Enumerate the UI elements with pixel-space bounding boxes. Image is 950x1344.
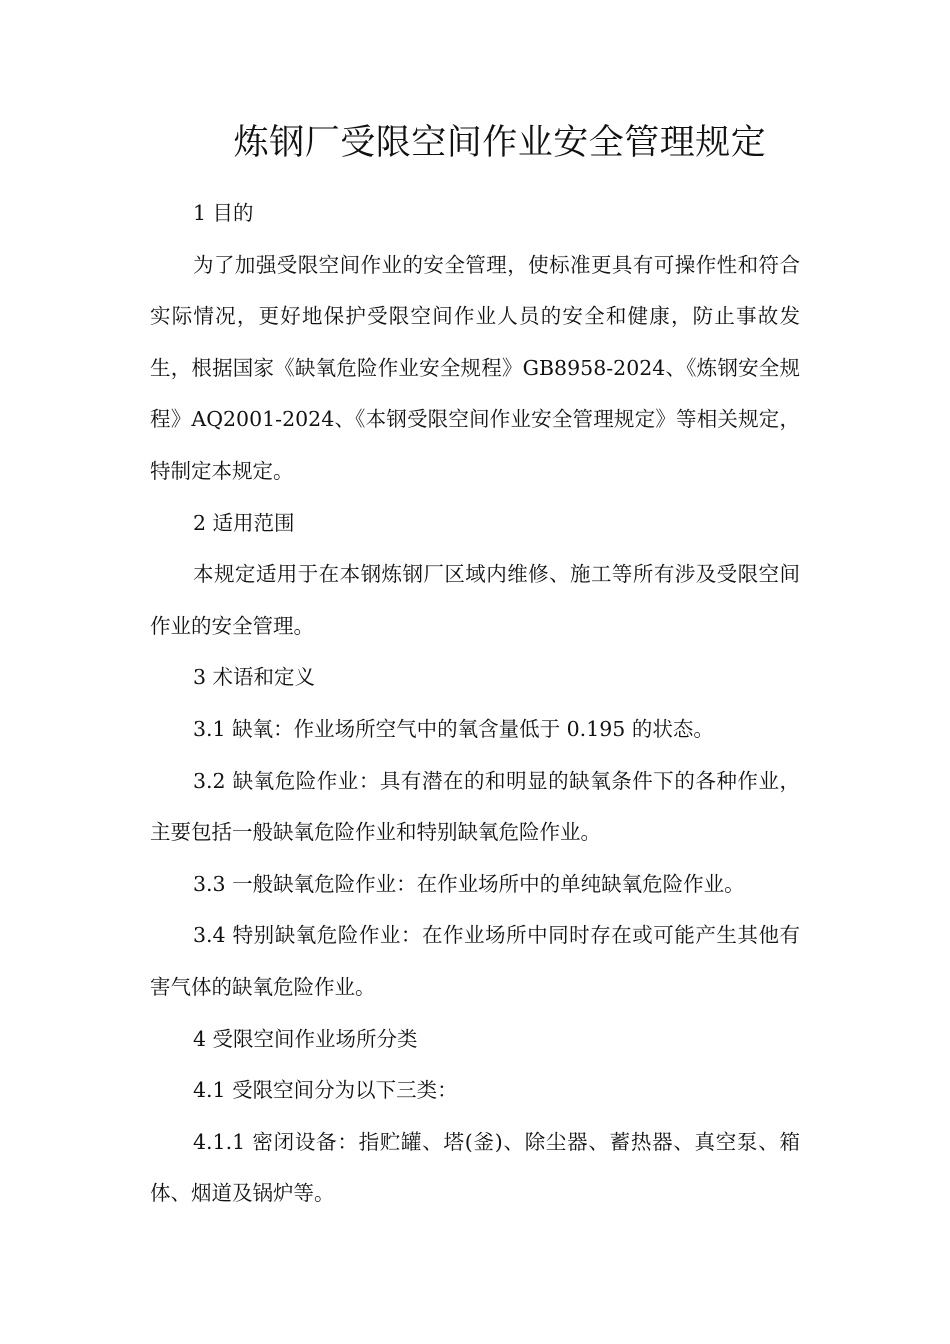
section-heading-purpose: 1 目的 [193, 201, 254, 225]
document-title: 炼钢厂受限空间作业安全管理规定 [233, 123, 767, 163]
definition-3-4: 3.4 特别缺氧危险作业：在作业场所中同时存在或可能产生其他有害气体的缺氧危险作业。 [150, 923, 800, 999]
definition-3-2: 3.2 缺氧危险作业：具有潜在的和明显的缺氧条件下的各种作业，主要包括一般缺氧危险作业和特别缺氧危险作业。 [150, 768, 800, 845]
document-body [150, 188, 800, 1220]
purpose-paragraph: 为了加强受限空间作业的安全管理，使标准更具有可操作性和符合实际情况，更好地保护受限空间作业人员的安全和健康，防止事故发生，根据国家《缺氧危险作业安全规程》GB8958-2024、《炼钢安全规程》AQ2001-2024、《本钢受限空间作业安全管理规定》等相关规定，特制定本规定。 [150, 252, 800, 483]
section-heading-classification: 4 受限空间作业场所分类 [193, 1026, 418, 1051]
scope-paragraph: 本规定适用于在本钢炼钢厂区域内维修、施工等所有涉及受限空间作业的安全管理。 [150, 562, 800, 638]
definition-3-3: 3.3 一般缺氧危险作业：在作业场所中的单纯缺氧危险作业。 [193, 871, 745, 896]
classification-4-1-1: 4.1.1 密闭设备：指贮罐、塔(釜)、除尘器、蓄热器、真空泵、箱体、烟道及锅炉等。 [150, 1129, 800, 1206]
definition-3-1: 3.1 缺氧：作业场所空气中的氧含量低于 0.195 的状态。 [193, 716, 714, 741]
section-heading-terms: 3 术语和定义 [193, 665, 316, 690]
classification-4-1: 4.1 受限空间分为以下三类： [193, 1078, 458, 1103]
section-heading-scope: 2 适用范围 [193, 510, 295, 535]
